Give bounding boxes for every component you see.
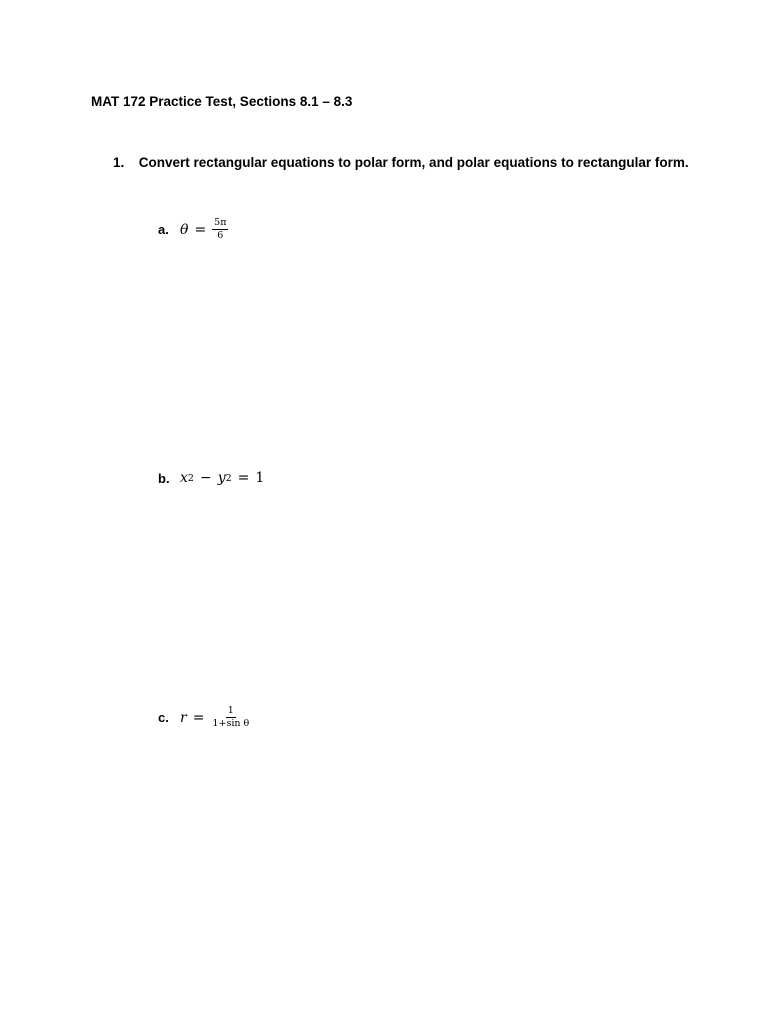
part-a-equation [180,218,228,242]
question-1 [113,155,689,170]
question-text: Convert rectangular equations to polar form, and polar equations to rectangular form. [138,155,689,170]
r-variable: r [180,709,187,726]
part-b [158,470,264,486]
fraction [212,218,228,242]
fraction-denominator: 6 [217,230,224,242]
equals-sign: = [237,470,250,486]
fraction [210,706,251,730]
x-variable: x [180,470,188,486]
equals-sign: = [194,221,207,238]
question-number: 1. [113,155,125,170]
part-b-equation [180,470,264,486]
part-a-label: a. [158,222,169,238]
x-exponent: 2 [187,472,194,484]
equals-sign: = [192,709,205,726]
page-title: MAT 172 Practice Test, Sections 8.1 – 8.3 [91,94,353,109]
theta-symbol: θ [180,221,189,238]
rhs-value: 1 [255,470,265,486]
fraction-denominator: 1+sin θ [212,718,250,730]
y-variable: y [217,470,226,486]
part-c-equation [180,706,251,730]
part-b-label: b. [158,470,170,486]
part-c-label: c. [158,710,169,726]
part-a [158,218,228,242]
y-exponent: 2 [225,472,232,484]
fraction-numerator: 5π [212,218,228,230]
fraction-numerator: 1 [226,706,236,718]
minus-sign: − [199,470,212,486]
part-c [158,706,251,730]
